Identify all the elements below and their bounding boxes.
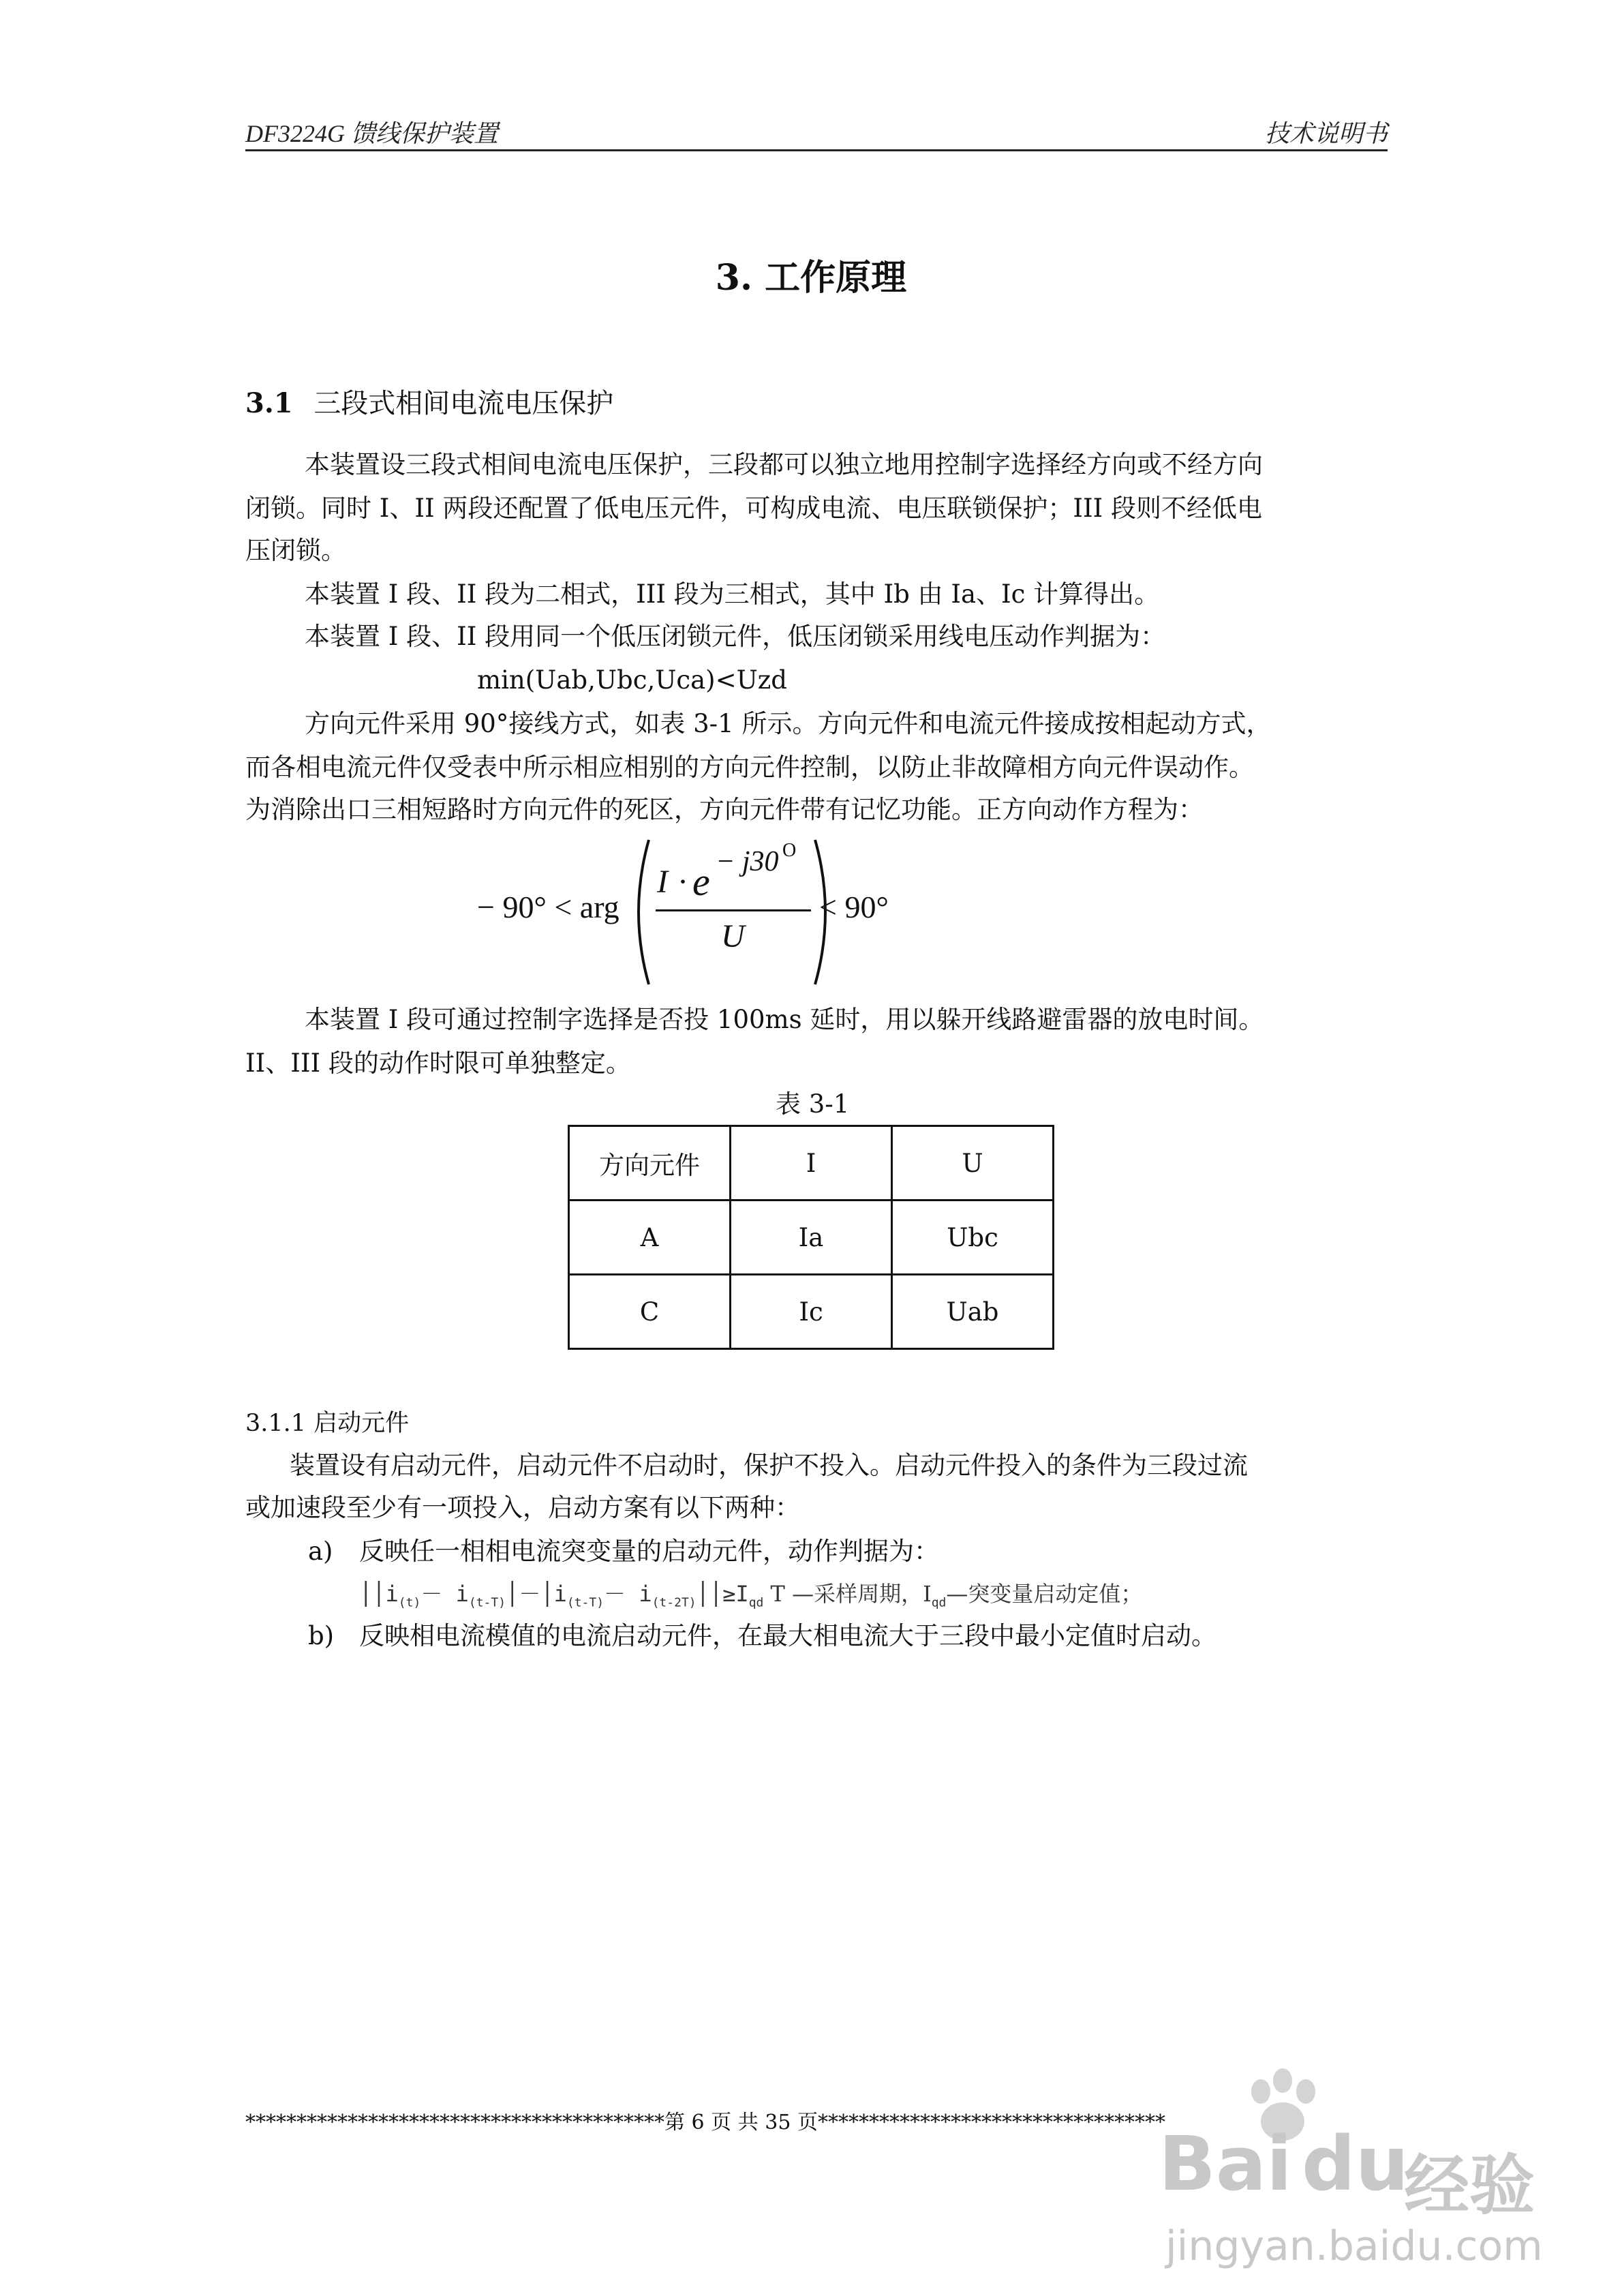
table-cell: 方向元件 xyxy=(569,1126,731,1200)
crit-part: － i xyxy=(604,1581,652,1607)
dot-operator: · xyxy=(677,864,688,900)
equation-left: − 90° < arg xyxy=(477,890,619,924)
table-3-1 xyxy=(568,1125,1054,1350)
table-cell: Uab xyxy=(892,1275,1054,1349)
exp-power: − j30 xyxy=(716,846,779,877)
watermark-brand-du: du xyxy=(1302,2120,1409,2207)
watermark-url: jingyan.baidu.com xyxy=(1165,2222,1543,2270)
header-rule xyxy=(245,149,1388,151)
para5-line2: II、III 段的动作时限可单独整定。 xyxy=(245,1048,631,1078)
crit-part: │－│i xyxy=(506,1581,567,1607)
crit-part: —突变量启动定值； xyxy=(946,1581,1143,1607)
table-row xyxy=(569,1275,1054,1349)
crit-sub: (t) xyxy=(398,1595,421,1610)
item-b-label: b) xyxy=(308,1621,335,1650)
formula-min: min(Uab,Ubc,Uca)<Uzd xyxy=(477,665,787,695)
table-cell: Ic xyxy=(731,1275,892,1349)
para5-line1: 本装置 I 段可通过控制字选择是否投 100ms 延时，用以躲开线路避雷器的放电时间。 xyxy=(305,1005,1264,1034)
item-a-label: a) xyxy=(308,1537,333,1566)
header-left: DF3224G 馈线保护装置 xyxy=(245,120,498,147)
direction-equation xyxy=(477,833,900,990)
numerator xyxy=(650,840,807,905)
left-paren xyxy=(626,837,653,987)
chapter-title: 3. 工作原理 xyxy=(715,257,907,299)
watermark-brand: Bai xyxy=(1159,2120,1292,2207)
table-cell: C xyxy=(569,1275,731,1349)
para4-line1: 方向元件采用 90°接线方式，如表 3-1 所示。方向元件和电流元件接成按相起动方式， xyxy=(305,709,1272,738)
para1-line1: 本装置设三段式相间电流电压保护，三段都可以独立地用控制字选择经方向或不经方向 xyxy=(305,450,1263,479)
para4-line3: 为消除出口三相短路时方向元件的死区，方向元件带有记忆功能。正方向动作方程为： xyxy=(245,795,1204,824)
crit-part: T —采样周期，I xyxy=(763,1581,932,1607)
crit-sub: (t-2T) xyxy=(652,1595,697,1610)
subsection-line2: 或加速段至少有一项投入，启动方案有以下两种： xyxy=(245,1493,800,1522)
section-heading xyxy=(245,382,613,421)
item-b-text: 反映相电流模值的电流启动元件，在最大相电流大于三段中最小定值时启动。 xyxy=(359,1621,1216,1650)
table-row xyxy=(569,1200,1054,1275)
subsection-title: 3.1.1 启动元件 xyxy=(245,1410,410,1437)
voltage-symbol: U xyxy=(721,918,745,954)
para3: 本装置 I 段、II 段用同一个低压闭锁元件，低压闭锁采用线电压动作判据为： xyxy=(305,622,1166,651)
table-cell: A xyxy=(569,1200,731,1275)
current-symbol: I xyxy=(657,864,668,900)
para2: 本装置 I 段、II 段为二相式，III 段为三相式，其中 Ib 由 Ia、Ic 计算得出。 xyxy=(305,579,1160,609)
item-a-text: 反映任一相相电流突变量的启动元件，动作判据为： xyxy=(359,1537,939,1566)
table-cell: U xyxy=(892,1126,1054,1200)
crit-sub: qd xyxy=(748,1595,764,1610)
equation-right: < 90° xyxy=(819,890,889,924)
table-row xyxy=(569,1126,1054,1200)
crit-sub: (t-T) xyxy=(468,1595,506,1610)
crit-part: ││i xyxy=(359,1581,399,1607)
section-number: 3.1 xyxy=(245,387,293,419)
section-title: 三段式相间电流电压保护 xyxy=(313,388,614,419)
watermark-cn: 经验 xyxy=(1404,2147,1535,2224)
crit-sub: (t-T) xyxy=(566,1595,605,1610)
footer-page-number: *****************************************第 6 页 共 35 页********************************** xyxy=(245,2111,1165,2134)
para1-line2: 闭锁。同时 I、II 两段还配置了低电压元件，可构成电流、电压联锁保护；III 段则不经低电 xyxy=(245,494,1262,523)
baidu-watermark xyxy=(1159,2059,1595,2284)
fraction-bar xyxy=(656,909,811,911)
table-cell: Ia xyxy=(731,1200,892,1275)
degree-mark: O xyxy=(782,840,797,861)
crit-sub: qd xyxy=(931,1595,947,1610)
subsection-line1: 装置设有启动元件，启动元件不启动时，保护不投入。启动元件投入的条件为三段过流 xyxy=(290,1451,1248,1480)
table-caption: 表 3-1 xyxy=(776,1089,850,1119)
header-right: 技术说明书 xyxy=(1264,120,1388,147)
table-cell: Ubc xyxy=(892,1200,1054,1275)
exp-base: e xyxy=(692,860,710,904)
crit-part: ││≥I xyxy=(696,1581,749,1607)
crit-part: － i xyxy=(420,1581,469,1607)
para1-line3: 压闭锁。 xyxy=(245,536,346,565)
para4-line2: 而各相电流元件仅受表中所示相应相别的方向元件控制，以防止非故障相方向元件误动作。 xyxy=(245,753,1254,782)
table-cell: I xyxy=(731,1126,892,1200)
